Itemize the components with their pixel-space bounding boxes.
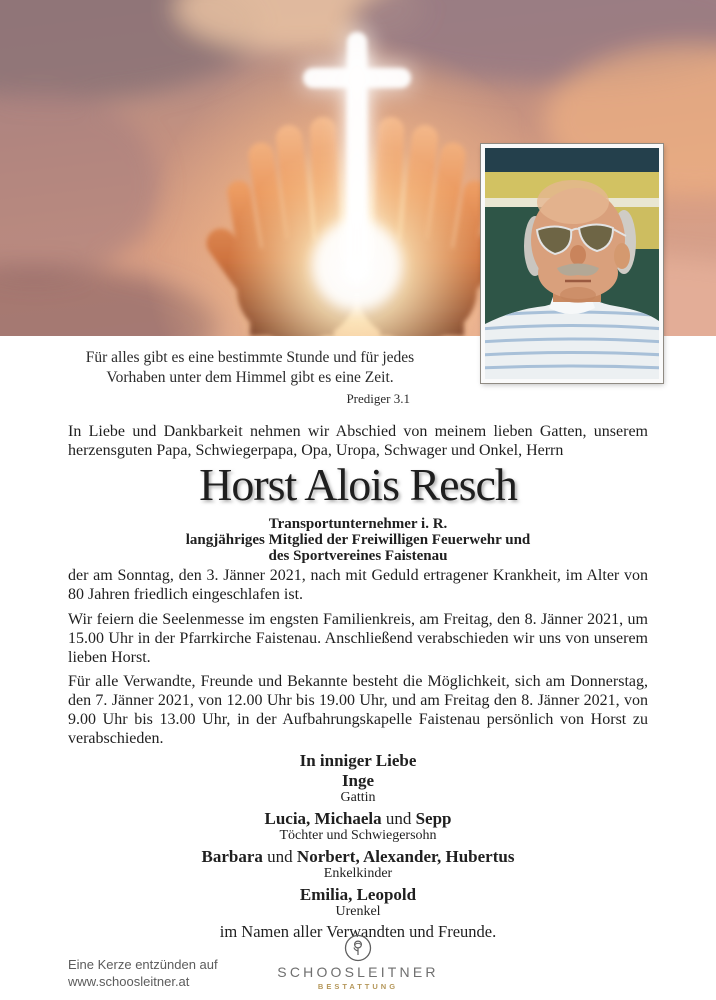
rose-icon — [344, 934, 372, 962]
mourner-entry — [0, 810, 716, 843]
final-line: im Namen aller Verwandten und Freunde. — [219, 922, 497, 941]
portrait-photo — [481, 144, 663, 383]
mourner-relation: Gattin — [340, 790, 376, 805]
brand-name: SCHOOSLEITNER — [277, 964, 439, 980]
mourner-entry — [0, 886, 716, 919]
mourner-entry — [0, 848, 716, 881]
obituary-paragraph-2: Wir feiern die Seelenmesse im engsten Familienkreis, am Freitag, den 8. Jänner 2021, um 15.00 Uhr in der Pfarrkirche Faistenau. Anschließend verabschieden wir uns von unserem lieben Horst. — [68, 611, 648, 666]
brand-subtitle: BESTATTUNG — [317, 982, 399, 991]
mourner-relation: Urenkel — [335, 904, 381, 919]
bible-quote — [60, 348, 440, 409]
mourner-entry — [0, 772, 716, 805]
deceased-name: Horst Alois Resch — [199, 459, 517, 510]
mourner-names: Inge — [341, 771, 375, 790]
obituary-paragraph-1: der am Sonntag, den 3. Jänner 2021, nach mit Geduld ertragener Krankheit, im Alter von 80 Jahren friedlich eingeschlafen ist. — [68, 567, 648, 603]
candle-url[interactable]: www.schoosleitner.at — [68, 974, 190, 989]
candle-line: Eine Kerze entzünden auf — [68, 957, 218, 972]
title-line-1: Transportunternehmer i. R. — [268, 516, 448, 532]
obituary-paragraph-3: Für alle Verwandte, Freunde und Bekannte besteht die Möglichkeit, sich am Donnerstag, den 7. Jänner 2021, von 12.00 Uhr bis 19.00 Uhr, und am Freitag den 8. Jänner 2021, von 9.00 Uhr bis 13.00 Uhr, in der Aufbahrungskapelle Faistenau persönlich von Horst zu verabschieden. — [68, 673, 648, 747]
deceased-titles — [0, 516, 716, 564]
mourner-names: Barbara und Norbert, Alexander, Hubertus — [201, 847, 515, 866]
title-line-2: langjähriges Mitglied der Freiwilligen Feuerwehr und — [185, 532, 531, 548]
mourners-list — [0, 772, 716, 924]
mourner-names: Lucia, Michaela und Sepp — [264, 809, 452, 828]
quote-line-2: Vorhaben unter dem Himmel gibt es eine Zeit. — [106, 369, 394, 386]
mourner-names: Emilia, Leopold — [299, 885, 417, 904]
funeral-home-logo — [0, 934, 716, 992]
quote-source: Prediger 3.1 — [346, 391, 410, 406]
intro-paragraph: In Liebe und Dankbarkeit nehmen wir Abschied von meinem lieben Gatten, unserem herzensguten Papa, Schwiegerpapa, Opa, Uropa, Schwager und Onkel, Herrn — [68, 423, 648, 459]
quote-line-1: Für alles gibt es eine bestimmte Stunde und für jedes — [85, 349, 415, 366]
closing-line: In inniger Liebe — [299, 751, 417, 770]
title-line-3: des Sportvereines Faistenau — [268, 548, 448, 564]
mourner-relation: Enkelkinder — [323, 866, 393, 881]
mourner-relation: Töchter und Schwiegersohn — [279, 828, 437, 843]
